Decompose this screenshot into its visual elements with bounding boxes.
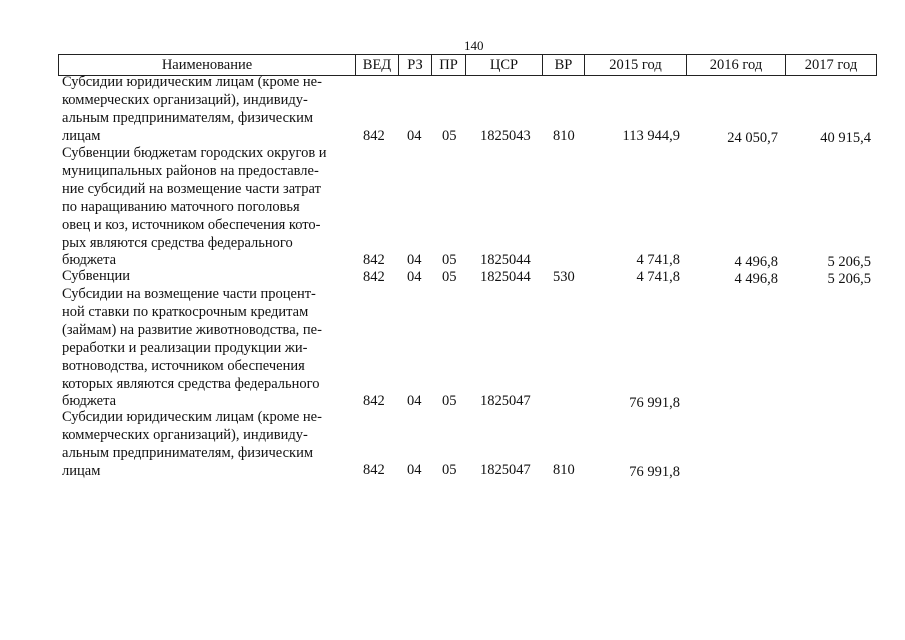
row-rz: 04 xyxy=(407,462,422,478)
row-2015: 4 741,8 xyxy=(636,269,680,285)
row-rz: 04 xyxy=(407,252,422,268)
row-csr: 1825047 xyxy=(480,462,531,478)
row-vr: 810 xyxy=(553,128,575,144)
row-pr: 05 xyxy=(442,462,457,478)
row-pr: 05 xyxy=(442,128,457,144)
row-pr: 05 xyxy=(442,269,457,285)
row-name: Субсидии юридическим лицам (кроме не- коммерческих организаций), индивиду- альным предпринимателям, физическим лицам xyxy=(62,409,322,479)
row-2017: 40 915,4 xyxy=(820,130,871,146)
header-ved: ВЕД xyxy=(356,54,399,76)
row-2015: 76 991,8 xyxy=(629,464,680,480)
row-ved: 842 xyxy=(363,462,385,478)
row-vr: 810 xyxy=(553,462,575,478)
header-csr: ЦСР xyxy=(466,54,543,76)
header-name: Наименование xyxy=(58,54,356,76)
row-ved: 842 xyxy=(363,252,385,268)
row-name: Субсидии на возмещение части процент- ной ставки по краткосрочным кредитам (займам) на развитие животноводства, пе- реработки и реализации продукции жи- вотноводства, источником обеспечения которых являются средства федерального бюджета xyxy=(62,286,322,410)
header-2016: 2016 год xyxy=(687,54,786,76)
header-2015: 2015 год xyxy=(585,54,687,76)
row-2015: 113 944,9 xyxy=(622,128,680,144)
page-number: 140 xyxy=(464,38,484,53)
row-name: Субсидии юридическим лицам (кроме не- коммерческих организаций), индивиду- альным предпринимателям, физическим лицам xyxy=(62,74,322,144)
row-2017: 5 206,5 xyxy=(827,271,871,287)
row-rz: 04 xyxy=(407,269,422,285)
row-2016: 4 496,8 xyxy=(734,271,778,287)
header-2017: 2017 год xyxy=(786,54,877,76)
row-vr: 530 xyxy=(553,269,575,285)
row-name: Субвенции бюджетам городских округов и муниципальных районов на предоставле- ние субсидий на возмещение части затрат по наращиванию маточного поголовья овец и коз, источником обеспечения кото- рых являются средства федерального бюджета xyxy=(62,145,327,269)
row-2016: 4 496,8 xyxy=(734,254,778,270)
row-csr: 1825043 xyxy=(480,128,531,144)
row-2017: 5 206,5 xyxy=(827,254,871,270)
row-rz: 04 xyxy=(407,393,422,409)
row-ved: 842 xyxy=(363,128,385,144)
row-2015: 76 991,8 xyxy=(629,395,680,411)
row-csr: 1825044 xyxy=(480,252,531,268)
row-ved: 842 xyxy=(363,269,385,285)
row-2015: 4 741,8 xyxy=(636,252,680,268)
row-ved: 842 xyxy=(363,393,385,409)
row-pr: 05 xyxy=(442,252,457,268)
row-csr: 1825044 xyxy=(480,269,531,285)
row-2016: 24 050,7 xyxy=(727,130,778,146)
row-name: Субвенции xyxy=(62,268,130,284)
row-pr: 05 xyxy=(442,393,457,409)
header-pr: ПР xyxy=(432,54,466,76)
row-rz: 04 xyxy=(407,128,422,144)
row-csr: 1825047 xyxy=(480,393,531,409)
header-rz: РЗ xyxy=(399,54,432,76)
header-vr: ВР xyxy=(543,54,585,76)
